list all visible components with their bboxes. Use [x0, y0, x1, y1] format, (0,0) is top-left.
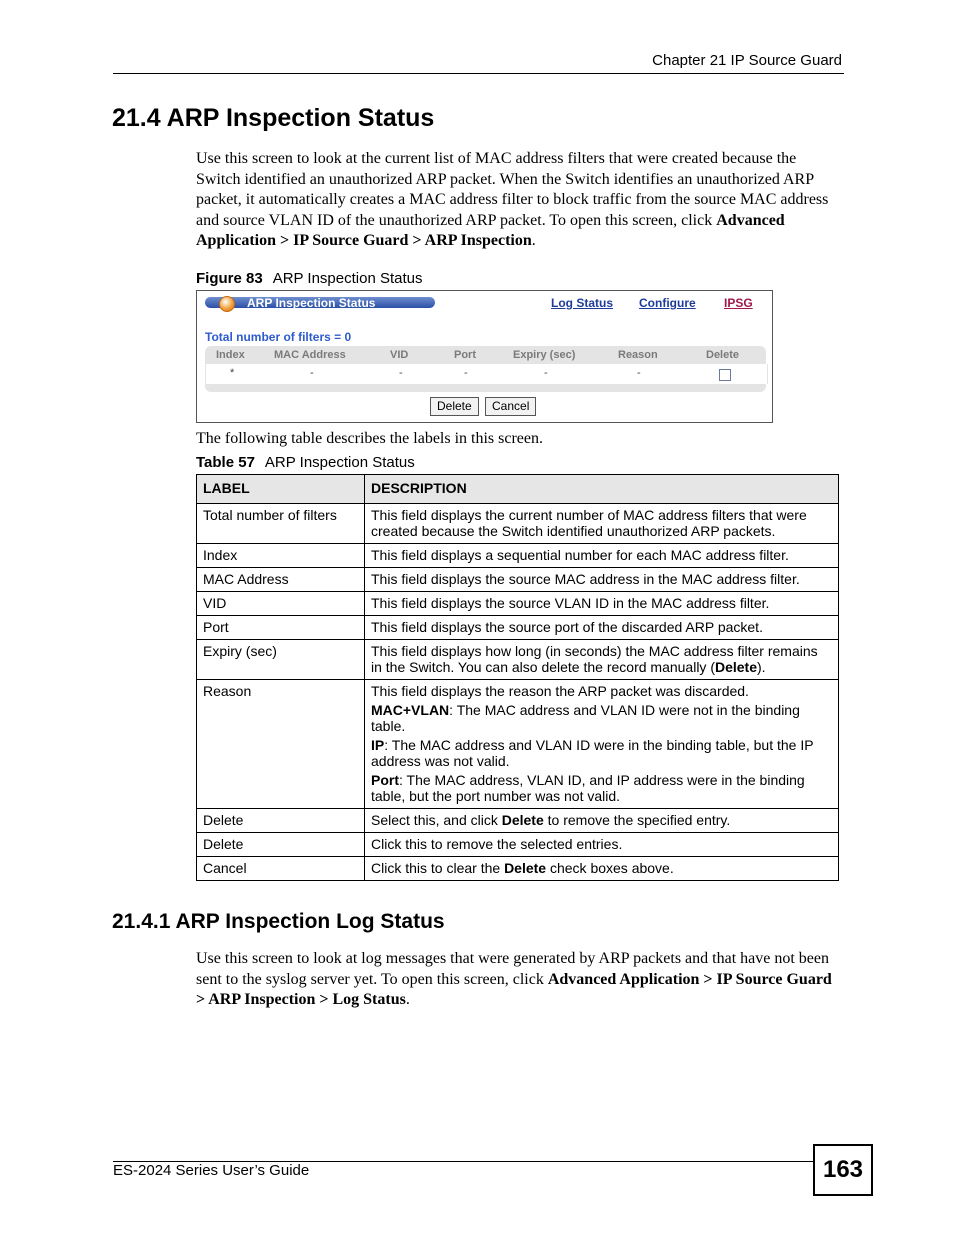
section-intro	[196, 149, 842, 252]
cell-port: -	[464, 367, 468, 379]
desc-text: Click this to clear the	[371, 860, 505, 876]
row-label: Delete	[197, 833, 365, 857]
reason-term: MAC+VLAN	[371, 702, 450, 718]
desc-bold: Delete	[504, 860, 547, 876]
cell-reason: -	[637, 367, 641, 379]
row-label: Expiry (sec)	[197, 640, 365, 680]
log-status-link[interactable]: Log Status	[551, 296, 613, 310]
row-label: Total number of filters	[197, 504, 365, 544]
reason-item	[371, 702, 832, 734]
col-vid: VID	[390, 349, 409, 361]
subsection-intro-text: Use this screen to look at log messages that were generated by ARP packets and that have not been sent to the syslog server yet. To open this screen, click	[196, 950, 829, 988]
intro-end: .	[531, 232, 536, 249]
label-description-table	[196, 474, 839, 881]
table-row	[205, 364, 768, 384]
total-filters-label: Total number of filters = 0	[205, 330, 352, 344]
col-delete: Delete	[706, 349, 740, 361]
reason-term: Port	[371, 772, 399, 788]
cell-index: *	[230, 367, 235, 379]
table-row	[197, 857, 839, 881]
row-label: VID	[197, 592, 365, 616]
col-mac-address: MAC Address	[274, 349, 346, 361]
reason-item	[371, 737, 832, 769]
subsection-intro	[196, 949, 842, 1011]
subsection-intro-end: .	[405, 991, 410, 1008]
chapter-header: Chapter 21 IP Source Guard	[652, 52, 842, 69]
ipsg-link[interactable]: IPSG	[724, 296, 753, 310]
figure-caption	[196, 270, 423, 287]
row-label: Index	[197, 544, 365, 568]
cell-mac-address: -	[310, 367, 314, 379]
col-reason: Reason	[618, 349, 658, 361]
reason-item	[371, 772, 832, 804]
col-port: Port	[454, 349, 476, 361]
page-number: 163	[813, 1144, 873, 1196]
table-row	[197, 544, 839, 568]
row-description: This field displays the current number of MAC address filters that were created because the Switch identified unauthorized ARP packets.	[365, 504, 839, 544]
col-expiry: Expiry (sec)	[513, 349, 576, 361]
table-caption-text: ARP Inspection Status	[264, 454, 415, 471]
col-index: Index	[216, 349, 245, 361]
table-row	[197, 809, 839, 833]
figure-caption-text: ARP Inspection Status	[272, 270, 423, 287]
table-caption	[196, 454, 415, 471]
row-description: This field displays the source VLAN ID in the MAC address filter.	[365, 592, 839, 616]
row-description	[365, 680, 839, 809]
label-header: LABEL	[197, 475, 365, 504]
table-row	[197, 504, 839, 544]
row-description: This field displays the source port of the discarded ARP packet.	[365, 616, 839, 640]
arp-inspection-screenshot	[196, 290, 773, 423]
desc-text: Select this, and click	[371, 812, 502, 828]
desc-text: check boxes above.	[546, 860, 674, 876]
row-label: Cancel	[197, 857, 365, 881]
cancel-button[interactable]: Cancel	[485, 397, 536, 416]
table-row	[197, 568, 839, 592]
section-title: 21.4 ARP Inspection Status	[112, 104, 435, 132]
table-intro-text: The following table describes the labels in this screen.	[196, 430, 544, 447]
description-header: DESCRIPTION	[365, 475, 839, 504]
row-description	[365, 809, 839, 833]
row-description: This field displays a sequential number for each MAC address filter.	[365, 544, 839, 568]
row-description: Click this to remove the selected entries.	[365, 833, 839, 857]
reason-intro: This field displays the reason the ARP packet was discarded.	[371, 683, 749, 699]
configure-link[interactable]: Configure	[639, 296, 696, 310]
header-rule	[113, 73, 844, 74]
figure-label: Figure 83	[196, 270, 263, 287]
screen-title-bar	[205, 297, 435, 308]
table-row	[197, 680, 839, 809]
subsection-menu-path: Advanced Application > IP Source Guard > ARP Inspection > Log Status	[196, 970, 832, 1008]
desc-text: to remove the specified entry.	[543, 812, 731, 828]
intro-text: Use this screen to look at the current list of MAC address filters that were created because the Switch identified an unauthorized ARP packet. When the Switch identifies an unauthorized ARP packet, it automatically creates a MAC address filter to block traffic from the source MAC address and source VLAN ID of the unauthorized ARP packet. To open this screen, click	[196, 150, 829, 229]
footer-guide-title: ES-2024 Series User’s Guide	[113, 1162, 310, 1179]
table-header-row	[197, 475, 839, 504]
table-label: Table 57	[196, 454, 255, 471]
row-description	[365, 640, 839, 680]
reason-text: : The MAC address and VLAN ID were in the binding table, but the IP address was not valid.	[371, 737, 814, 769]
row-label: Delete	[197, 809, 365, 833]
reason-text: : The MAC address, VLAN ID, and IP address were in the binding table, but the port number was not valid.	[371, 772, 805, 804]
table-row	[197, 616, 839, 640]
desc-bold: Delete	[501, 812, 544, 828]
row-label: MAC Address	[197, 568, 365, 592]
desc-text: This field displays how long (in seconds) the MAC address filter remains in the Switch. You can also delete the record manually (	[371, 643, 818, 675]
filter-table-header	[205, 346, 766, 364]
row-label: Port	[197, 616, 365, 640]
cell-vid: -	[399, 367, 403, 379]
reason-term: IP	[371, 737, 385, 753]
table-row	[197, 640, 839, 680]
table-row	[197, 592, 839, 616]
subsection-title: 21.4.1 ARP Inspection Log Status	[112, 910, 445, 933]
filter-table-footer	[205, 384, 766, 392]
desc-bold: Delete	[714, 659, 758, 675]
delete-checkbox[interactable]	[719, 369, 731, 381]
row-label: Reason	[197, 680, 365, 809]
cell-expiry: -	[544, 367, 548, 379]
table-row	[197, 833, 839, 857]
intro-menu-path: Advanced Application > IP Source Guard > ARP Inspection	[196, 211, 785, 249]
title-orb-icon	[219, 296, 235, 312]
delete-button[interactable]: Delete	[430, 397, 479, 416]
screen-title: ARP Inspection Status	[247, 296, 376, 310]
row-description	[365, 857, 839, 881]
reason-text: : The MAC address and VLAN ID were not in the binding table.	[371, 702, 800, 734]
table-intro	[196, 429, 842, 450]
row-description: This field displays the source MAC address in the MAC address filter.	[365, 568, 839, 592]
desc-text: ).	[757, 659, 766, 675]
